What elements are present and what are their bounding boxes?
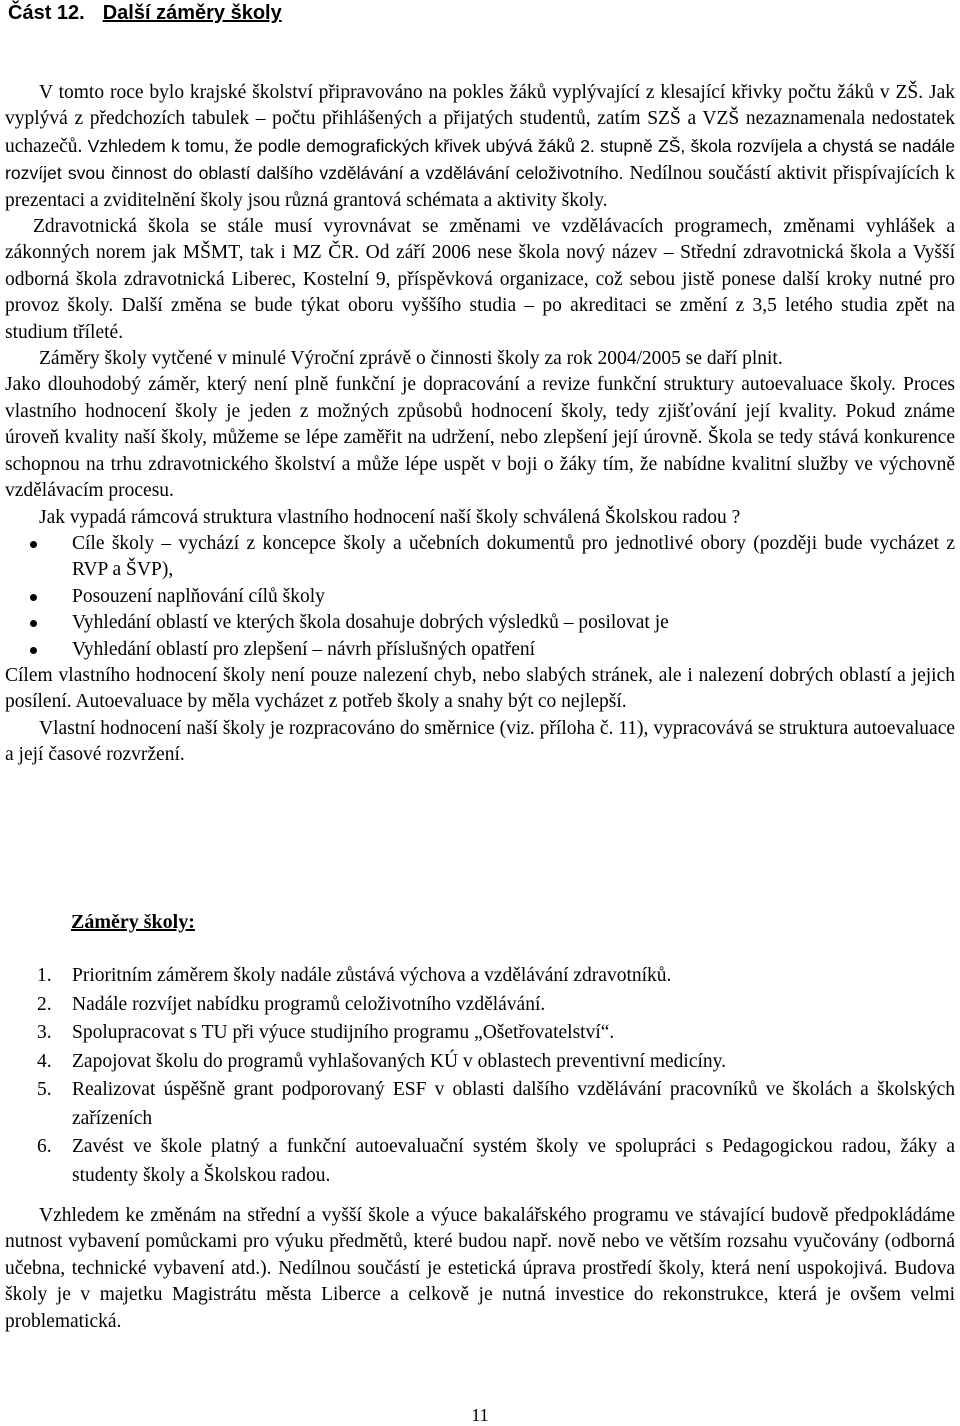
intro-p1-part3: Nedílnou součástí aktivit přispívajících k prezentaci a zviditelnění školy jsou různá grantová schémata a aktivity školy.	[5, 163, 955, 211]
closing-section	[5, 1203, 955, 1335]
list-item-text: Cíle školy – vychází z koncepce školy a učebních dokumentů pro jednotlivé obory (později bude vycházet z RVP a ŠVP),	[72, 532, 955, 581]
list-item-text: Zapojovat školu do programů vyhlašovaných KÚ v oblastech preventivní medicíny.	[72, 1050, 727, 1072]
list-item	[5, 991, 955, 1020]
list-item-text: Zavést ve škole platný a funkční autoevaluační systém školy ve spolupráci s Pedagogickou radou, žáky a studenty školy a Školskou radou.	[72, 1136, 955, 1186]
list-item-text: Spolupracovat s TU při výuce studijního programu „Ošetřovatelství“.	[72, 1022, 615, 1043]
list-item	[5, 637, 955, 663]
list-item-number: 4.	[37, 1050, 52, 1072]
list-item-text: Vyhledání oblastí ve kterých škola dosahuje dobrých výsledků – posilovat je	[72, 612, 669, 634]
list-item-number: 6.	[37, 1136, 52, 1157]
closing-paragraph: Vzhledem ke změnám na střední a vyšší škole a výuce bakalářského programu ve stávající budově předpokládáme nutnost vybavení pomůckami pro výuku předmětů, které budou např. nově nebo ve větším rozsahu vyučovány (odborná učebna, technické vybavení atd.). Nedílnou součástí je estetická úprava prostředí školy, která není uspokojivá. Budova školy je v majetku Magistrátu města Liberce a celkově je nutná investice do rekonstrukce, která je ovšem velmi problematická.	[5, 1205, 955, 1332]
page-number: 11	[471, 1405, 489, 1425]
goals-list	[5, 962, 955, 1190]
list-item-text: Vyhledání oblastí pro zlepšení – návrh příslušných opatření	[72, 638, 536, 660]
list-item	[5, 1076, 955, 1133]
intro-p1-part1: V tomto roce bylo krajské školství připravováno na pokles žáků vyplývající z klesající křivky počtu žáků v ZŠ. Jak vyplývá z předchozích tabulek – počtu přihlášených a přijatých studentů, zatím SZŠ a VZŠ nezaznamenala nedostatek uchazečů.	[5, 82, 955, 157]
list-item	[5, 1133, 955, 1190]
intro-paragraph-5: Jak vypadá rámcová struktura vlastního hodnocení naší školy schválená Školskou radou ?	[39, 506, 741, 528]
list-item	[5, 962, 955, 991]
list-item-number: 5.	[37, 1079, 52, 1100]
list-item-number: 1.	[37, 965, 52, 986]
intro-paragraph-2: Zdravotnická škola se stále musí vyrovnávat se změnami ve vzdělávacích programech, změnami vyhlášek a zákonných norem jak MŠMT, tak i MZ ČR. Od září 2006 nese škola nový název – Střední zdravotnická škola a Vyšší odborná škola zdravotnická Liberec, Kostelní 9, příspěvková organizace, což sebou jistě ponese další kroky nutné pro provoz školy. Další změna se bude týkat oboru vyššího studia – po akreditaci se změní z 3,5 letého studia zpět na studium tříleté.	[5, 216, 955, 343]
list-item	[5, 610, 955, 636]
intro-paragraph-1	[5, 80, 955, 214]
list-item-text: Nadále rozvíjet nabídku programů celoživotního vzdělávání.	[72, 993, 546, 1015]
intro-p1-part2: Vzhledem k tomu, že podle demografických křivek ubývá žáků 2. stupně ZŠ, škola rozvíjela a chystá se nadále rozvíjet svou činnost do oblastí dalšího vzdělávání a vzdělávání celoživotního.	[5, 135, 956, 184]
list-item	[5, 1048, 955, 1077]
goals-heading: Záměry školy:	[71, 911, 195, 933]
intro-section	[5, 80, 955, 769]
section-title: Další záměry školy	[102, 2, 282, 24]
section-number: Část 12.	[8, 2, 85, 24]
list-item-number: 3.	[37, 1022, 52, 1043]
bullet-icon	[30, 647, 37, 654]
list-item	[5, 584, 955, 610]
intro-paragraph-3: Záměry školy vytčené v minulé Výroční zprávě o činnosti školy za rok 2004/2005 se daří plnit.	[39, 348, 783, 370]
list-item-text: Realizovat úspěšně grant podporovaný ESF v oblasti dalšího vzdělávání pracovníků ve školách a školských zařízeních	[72, 1079, 955, 1129]
bullet-icon	[30, 620, 37, 627]
list-item-text: Posouzení naplňování cílů školy	[72, 585, 325, 607]
section-heading	[8, 2, 282, 25]
intro-paragraph-6: Cílem vlastního hodnocení školy není pouze nalezení chyb, nebo slabých stránek, ale i nalezení dobrých oblastí a jejich posílení. Autoevaluace by měla vycházet z potřeb školy a snahy být co nejlepší.	[5, 664, 955, 713]
intro-paragraph-4: Jako dlouhodobý záměr, který není plně funkční je dopracování a revize funkční struktury autoevaluace školy. Proces vlastního hodnocení školy je jeden z možných způsobů hodnocení školy, tedy zjišťování její kvality. Pokud známe úroveň kvality naší školy, můžeme se lépe zaměřit na udržení, nebo zlepšení její úrovně. Škola se tedy stává konkurence schopnou na trhu zdravotnického školství a může lépe uspět v boji o žáky tím, že nabídne kvalitní služby ve výchovně vzdělávacím procesu.	[5, 374, 955, 502]
list-item-text: Prioritním záměrem školy nadále zůstává výchova a vzdělávání zdravotníků.	[72, 965, 672, 986]
list-item	[5, 1019, 955, 1048]
evaluation-structure-list	[5, 531, 955, 663]
list-item-number: 2.	[37, 993, 52, 1015]
bullet-icon	[30, 594, 37, 601]
intro-paragraph-7: Vlastní hodnocení naší školy je rozpracováno do směrnice (viz. příloha č. 11), vypracovává se struktura autoevaluace a její časové rozvržení.	[5, 717, 955, 766]
bullet-icon	[30, 541, 37, 548]
list-item	[5, 531, 955, 584]
